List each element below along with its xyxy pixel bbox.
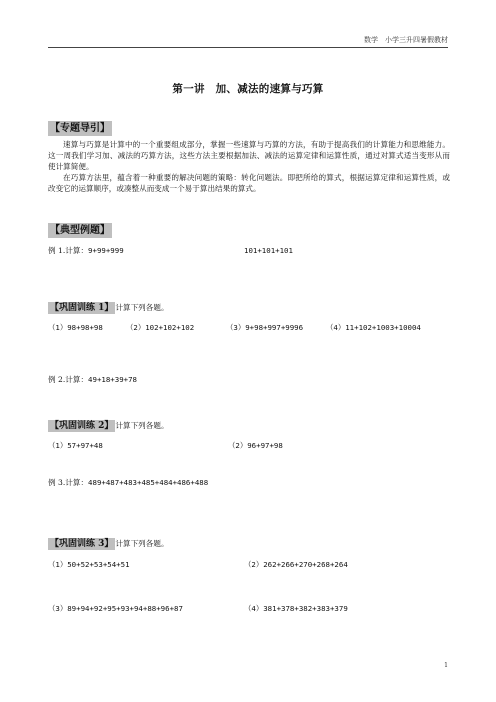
example-1-label: 例 1.计算：: [48, 246, 89, 255]
header-rule: [48, 47, 448, 48]
drill-3-item-2: （2）262+266+270+268+264: [244, 560, 348, 569]
drill-3-tag: 【巩固训练 3】: [50, 539, 114, 549]
drill-1-item-4: （4）11+102+1003+10004: [326, 323, 421, 332]
drill-1-instruction: 计算下列各题。: [115, 303, 169, 312]
intro-paragraph-1: 速算与巧算是计算中的一个重要组成部分，掌握一些速算与巧算的方法，有助于提高我们的计算能力和思维能力。这一周我们学习加、减法的巧算方法，这些方法主要根据加法、减法的运算定律和运算性质，通过对算式适当变形从而使计算简便。: [48, 140, 450, 171]
intro-text: [48, 139, 450, 194]
example-3-label: 例 3.计算：: [48, 478, 89, 487]
drill-2-tag: 【巩固训练 2】: [50, 421, 114, 431]
page-number: 1: [444, 662, 448, 669]
example-1-problem-a: 9+99+999: [88, 246, 124, 255]
example-1-problem-b: 101+101+101: [244, 246, 293, 255]
drill-1-heading: [48, 303, 169, 313]
example-3-problem: 489+487+483+485+484+486+488: [88, 478, 209, 487]
drill-2-heading: [48, 421, 169, 431]
drill-2-item-1: （1）57+97+48: [48, 441, 103, 450]
drill-3-instruction: 计算下列各题。: [115, 539, 169, 548]
example-3: [48, 478, 208, 488]
drill-3-item-1: （1）50+52+53+54+51: [48, 560, 130, 569]
example-1: [48, 246, 124, 256]
example-2-problem: 49+18+39+78: [88, 375, 137, 384]
drill-2-item-2: （2）96+97+98: [228, 441, 283, 450]
drill-3-item-3: （3）89+94+92+95+93+94+88+96+87: [48, 604, 183, 613]
example-2-label: 例 2.计算：: [48, 375, 89, 384]
drill-1-item-1: （1）98+98+98: [48, 323, 103, 332]
example-2: [48, 375, 137, 385]
drill-1-tag: 【巩固训练 1】: [50, 303, 114, 313]
intro-paragraph-2: 在巧算方法里，蕴含着一种重要的解决问题的策略：转化问题法。即把所给的算式，根据运算定律和运算性质，或改变它的运算顺序，或凑整从而变成一个易于算出结果的算式。: [48, 173, 450, 193]
drill-3-heading: [48, 539, 169, 549]
drill-1-item-2: （2）102+102+102: [126, 323, 195, 332]
page-header: 数学 小学三升四暑假教材: [364, 36, 448, 44]
drill-1-item-3: （3）9+98+997+9996: [226, 323, 304, 332]
section-heading-intro: 【专题导引】: [50, 123, 110, 134]
drill-3-item-4: （4）381+378+382+383+379: [244, 604, 348, 613]
lesson-title: 第一讲 加、减法的速算与巧算: [172, 83, 324, 95]
section-heading-examples: 【典型例题】: [50, 225, 110, 236]
drill-2-instruction: 计算下列各题。: [115, 421, 169, 430]
